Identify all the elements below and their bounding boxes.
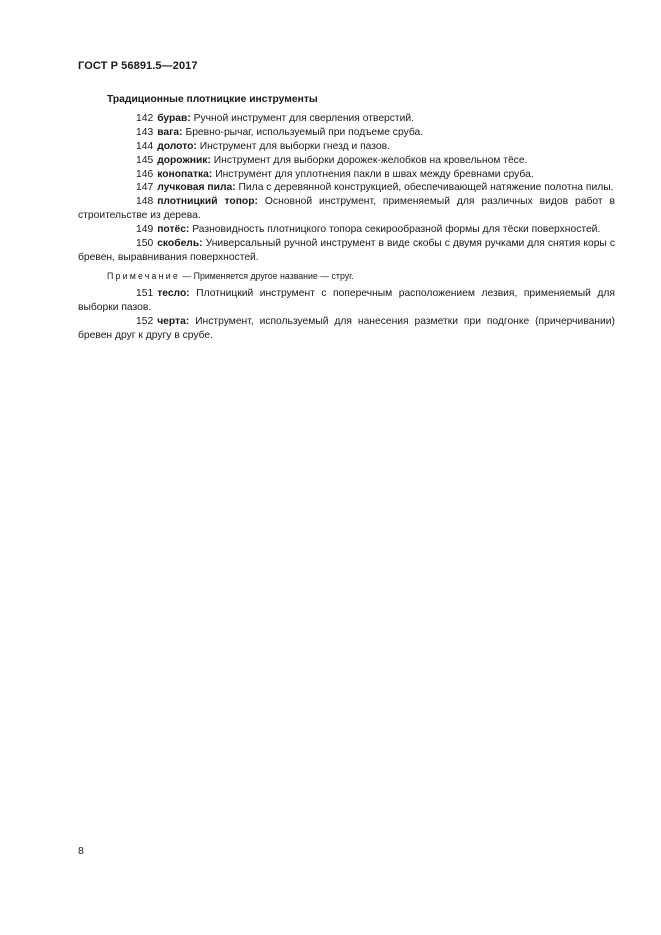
entry-term: долото: [157,140,197,152]
term-entry-145 [78,154,615,168]
term-entry-147 [78,181,615,195]
term-entry-143 [78,126,615,140]
entry-term: конопатка: [157,168,213,180]
entry-number: 144 [136,140,154,152]
entry-term: лучковая пила: [157,182,236,194]
entry-number: 143 [136,126,154,138]
entry-term: вага: [157,126,183,138]
term-entry-149 [78,223,615,237]
entry-number: 151 [136,287,154,299]
entry-number: 147 [136,182,154,194]
entry-definition: Плотницкий инструмент с поперечным расположением лезвия, применяемый для выборки пазов. [78,287,615,313]
entry-definition: Инструмент для уплотнения пакли в швах между бревнами сруба. [215,168,534,180]
note [78,270,615,282]
term-entry-148 [78,195,615,223]
document-header: ГОСТ Р 56891.5—2017 [78,60,198,72]
note-label: Примечание [107,270,180,281]
term-entry-152 [78,315,615,343]
term-entry-146 [78,168,615,182]
entry-definition: Ручной инструмент для сверления отверстий. [193,112,414,124]
entry-number: 148 [136,196,154,208]
entry-number: 142 [136,112,154,124]
entry-term: дорожник: [157,154,211,166]
entry-number: 145 [136,154,154,166]
term-entry-151 [78,287,615,315]
entry-definition: Инструмент для выборки гнезд и пазов. [199,140,390,152]
entry-definition: Пила с деревянной конструкцией, обеспечивающей натяжение полотна пилы. [238,182,614,194]
entry-definition: Инструмент для выборки дорожек-желобков на кровельном тёсе. [213,154,528,166]
entry-number: 150 [136,238,154,250]
entry-term: потёс: [157,224,190,236]
term-entry-150 [78,237,615,265]
entry-term: тесло: [157,287,190,299]
entry-definition: Бревно-рычаг, используемый при подъеме сруба. [185,126,424,138]
term-entry-144 [78,140,615,154]
entry-term: плотницкий топор: [157,196,258,208]
page-number: 8 [78,845,84,857]
entry-definition: Инструмент, используемый для нанесения разметки при подгонке (причерчивании) бревен друг к другу в срубе. [78,315,615,341]
entry-number: 152 [136,315,154,327]
term-entry-142 [78,112,615,126]
entry-definition: Универсальный ручной инструмент в виде скобы с двумя ручками для снятия коры с бревен, выравнивания поверхностей. [78,238,615,263]
document-body [78,93,615,343]
entry-term: черта: [157,315,190,327]
entry-term: бурав: [157,112,191,124]
note-text: — Применяется другое название — струг. [182,270,354,281]
entry-term: скобель: [157,238,203,250]
entry-number: 149 [136,224,154,236]
entry-definition: Основной инструмент, применяемый для различных видов работ в строительстве из дерева. [78,196,615,222]
section-title: Традиционные плотницкие инструменты [107,94,318,105]
entry-definition: Разновидность плотницкого топора секирообразной формы для тёски поверхностей. [192,224,601,236]
entry-number: 146 [136,168,154,180]
